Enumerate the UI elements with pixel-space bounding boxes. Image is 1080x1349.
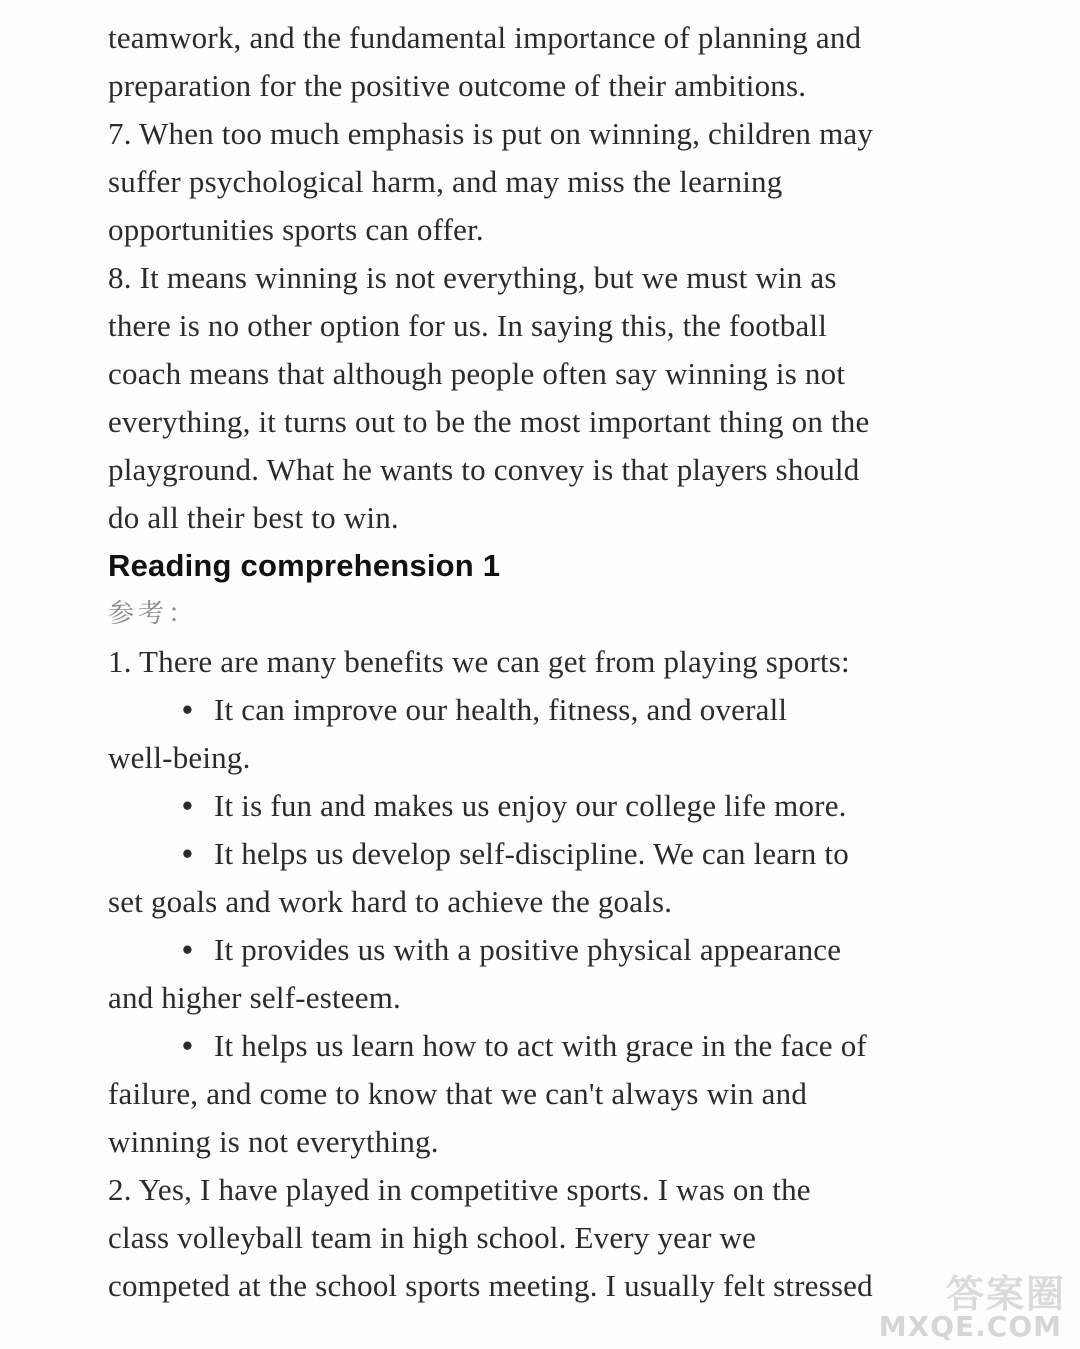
bullet-continuation: well-being. [108, 740, 251, 775]
bullet-continuation: winning is not everything. [108, 1124, 439, 1159]
site-watermark [876, 1263, 1066, 1343]
watermark-logo-text: 答案圈 [945, 1272, 1066, 1316]
section-heading: Reading comprehension 1 [108, 548, 501, 583]
answer-7-line: 7. When too much emphasis is put on winning, children may [108, 116, 874, 151]
reference-label: 参考： [108, 599, 199, 629]
bullet-icon: • [182, 836, 194, 871]
text-line: teamwork, and the fundamental importance of planning and [108, 20, 862, 55]
answer-7-line: suffer psychological harm, and may miss the learning [108, 164, 783, 199]
bullet-icon: • [182, 1028, 194, 1063]
bullet-item [108, 782, 988, 830]
answer-8-line: there is no other option for us. In saying this, the football [108, 308, 828, 343]
bullet-continuation: and higher self-esteem. [108, 980, 401, 1015]
answer-8-line: playground. What he wants to convey is that players should [108, 452, 860, 487]
bullet-continuation: failure, and come to know that we can't always win and [108, 1076, 808, 1111]
answer-1-intro: 1. There are many benefits we can get from playing sports: [108, 644, 850, 679]
answer-8-line: do all their best to win. [108, 500, 399, 535]
answer-2-line: 2. Yes, I have played in competitive sports. I was on the [108, 1172, 811, 1207]
bullet-item [108, 686, 988, 734]
answer-2-line: competed at the school sports meeting. I usually felt stressed [108, 1268, 873, 1303]
answer-2-line: class volleyball team in high school. Every year we [108, 1220, 757, 1255]
bullet-icon: • [182, 788, 194, 823]
bullet-text: It is fun and makes us enjoy our college life more. [214, 788, 847, 823]
bullet-text: It helps us develop self-discipline. We can learn to [214, 836, 849, 871]
bullet-text: It helps us learn how to act with grace in the face of [214, 1028, 867, 1063]
answer-8-line: 8. It means winning is not everything, but we must win as [108, 260, 837, 295]
bullet-item [108, 1022, 988, 1070]
answer-8-line: everything, it turns out to be the most important thing on the [108, 404, 870, 439]
document-body [108, 14, 988, 1310]
bullet-text: It can improve our health, fitness, and overall [214, 692, 788, 727]
bullet-text: It provides us with a positive physical appearance [214, 932, 842, 967]
text-line: preparation for the positive outcome of their ambitions. [108, 68, 807, 103]
bullet-icon: • [182, 692, 194, 727]
answer-8-line: coach means that although people often say winning is not [108, 356, 846, 391]
bullet-item [108, 830, 988, 878]
bullet-icon: • [182, 932, 194, 967]
answer-7-line: opportunities sports can offer. [108, 212, 484, 247]
bullet-continuation: set goals and work hard to achieve the goals. [108, 884, 673, 919]
watermark-domain: MXQE.COM [878, 1310, 1062, 1343]
bullet-item [108, 926, 988, 974]
